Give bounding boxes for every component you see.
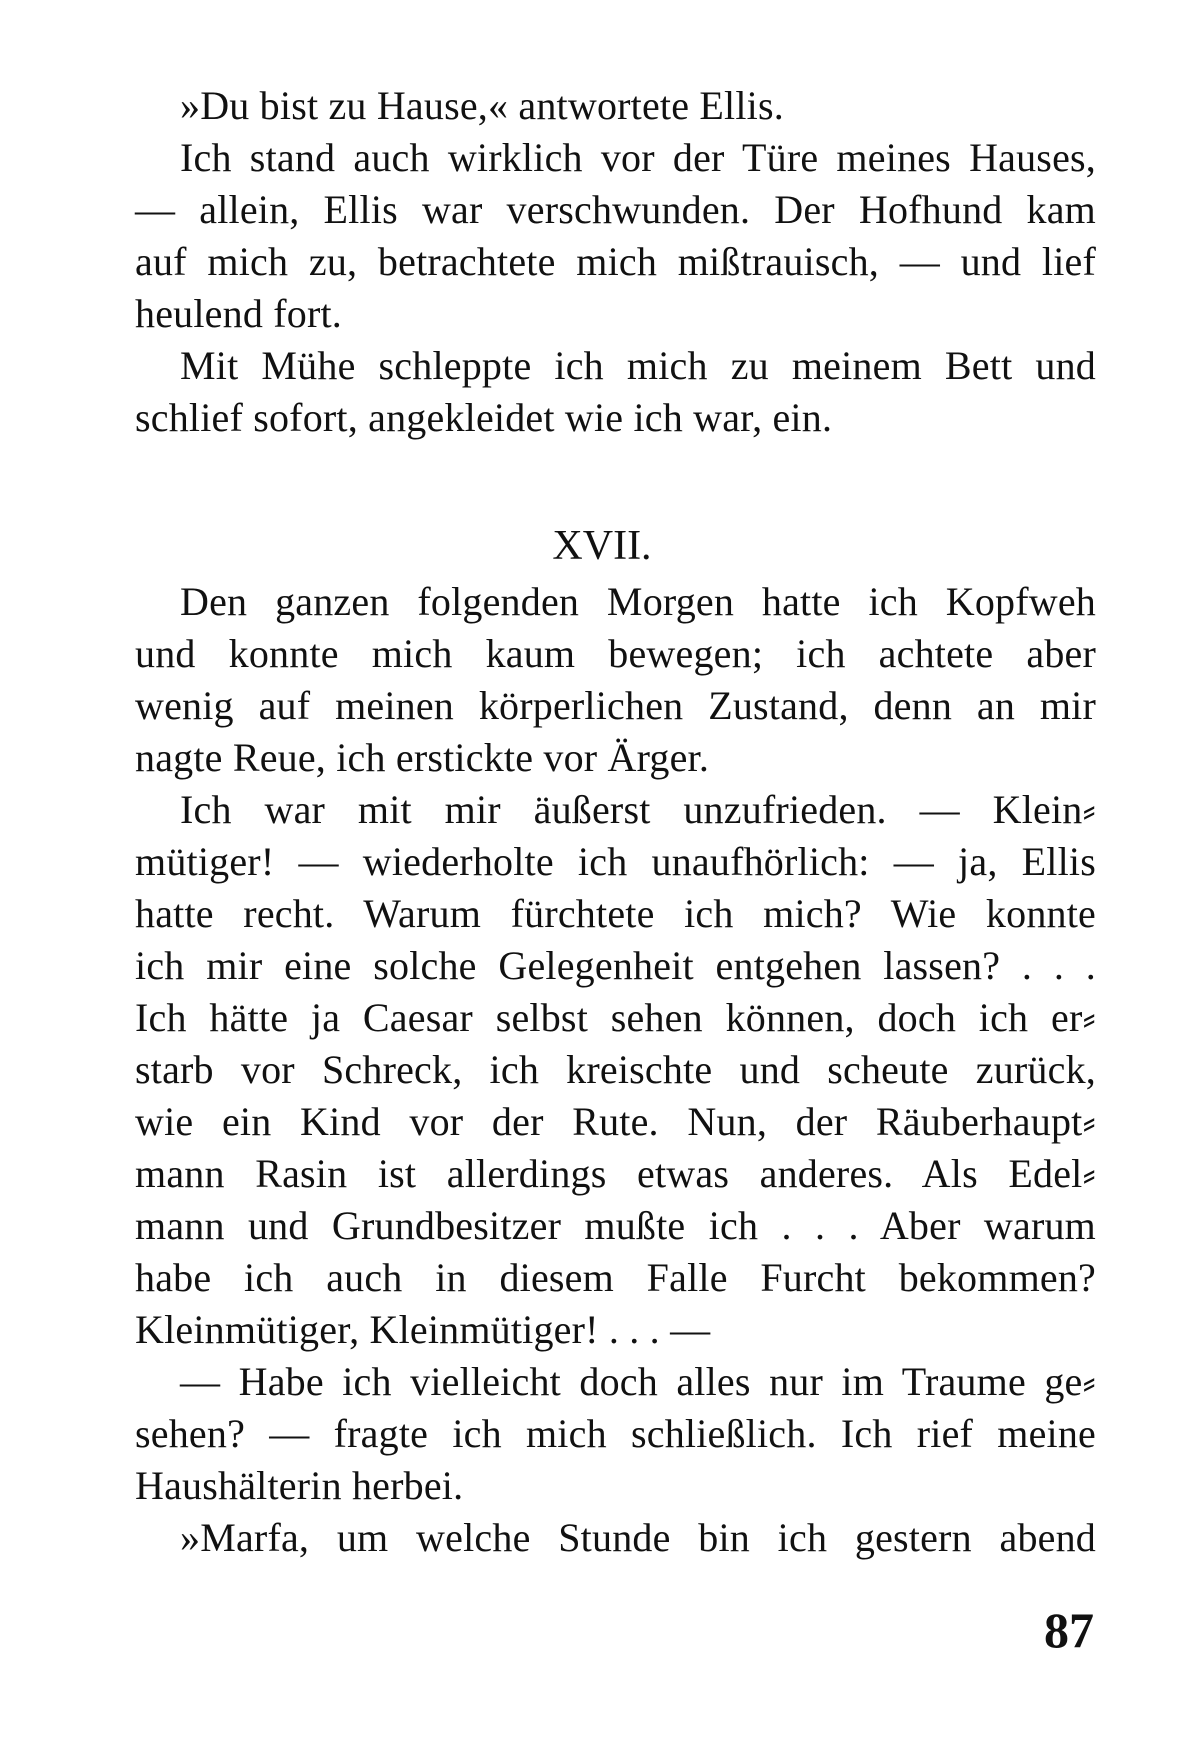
text-line: mann und Grundbesitzer mußte ich . . . Aber warum	[135, 1203, 1096, 1248]
text-line: — allein, Ellis war verschwunden. Der Hofhund kam	[135, 187, 1096, 232]
text-line: Ich hätte ja Caesar selbst sehen können, doch ich er⸗	[135, 995, 1096, 1040]
text-line: mütiger! — wiederholte ich unaufhörlich: — ja, Ellis	[135, 839, 1096, 884]
text-line: Ich stand auch wirklich vor der Türe meines Hauses,	[180, 135, 1096, 180]
text-line: nagte Reue, ich erstickte vor Ärger.	[135, 735, 710, 780]
text-line: heulend fort.	[135, 291, 342, 336]
text-line: Den ganzen folgenden Morgen hatte ich Kopfweh	[180, 579, 1096, 624]
text-line: Kleinmütiger, Kleinmütiger! . . . —	[135, 1307, 711, 1352]
text-line: sehen? — fragte ich mich schließlich. Ich rief meine	[135, 1411, 1096, 1456]
text-line: wie ein Kind vor der Rute. Nun, der Räuberhaupt⸗	[135, 1099, 1096, 1144]
text-line: und konnte mich kaum bewegen; ich achtete aber	[135, 631, 1096, 676]
text-line: habe ich auch in diesem Falle Furcht bekommen?	[135, 1255, 1096, 1300]
chapter-heading: XVII.	[552, 523, 652, 569]
page-number: 87	[1044, 1602, 1094, 1658]
text-line: starb vor Schreck, ich kreischte und scheute zurück,	[135, 1047, 1096, 1092]
text-line: Haushälterin herbei.	[135, 1463, 464, 1508]
text-line: wenig auf meinen körperlichen Zustand, denn an mir	[135, 683, 1096, 728]
text-line: — Habe ich vielleicht doch alles nur im Traume ge⸗	[180, 1359, 1096, 1404]
text-line: Ich war mit mir äußerst unzufrieden. — Klein⸗	[180, 787, 1096, 832]
text-line: mann Rasin ist allerdings etwas anderes. Als Edel⸗	[135, 1151, 1096, 1196]
text-line: »Marfa, um welche Stunde bin ich gestern abend	[180, 1515, 1096, 1560]
text-line: »Du bist zu Hause,« antwortete Ellis.	[180, 83, 784, 128]
text-line: hatte recht. Warum fürchtete ich mich? Wie konnte	[135, 891, 1096, 936]
text-line: Mit Mühe schleppte ich mich zu meinem Bett und	[180, 343, 1096, 388]
text-line: schlief sofort, angekleidet wie ich war, ein.	[135, 395, 833, 440]
text-line: auf mich zu, betrachtete mich mißtrauisch, — und lief	[135, 239, 1096, 284]
text-line: ich mir eine solche Gelegenheit entgehen lassen? . . .	[135, 943, 1096, 988]
